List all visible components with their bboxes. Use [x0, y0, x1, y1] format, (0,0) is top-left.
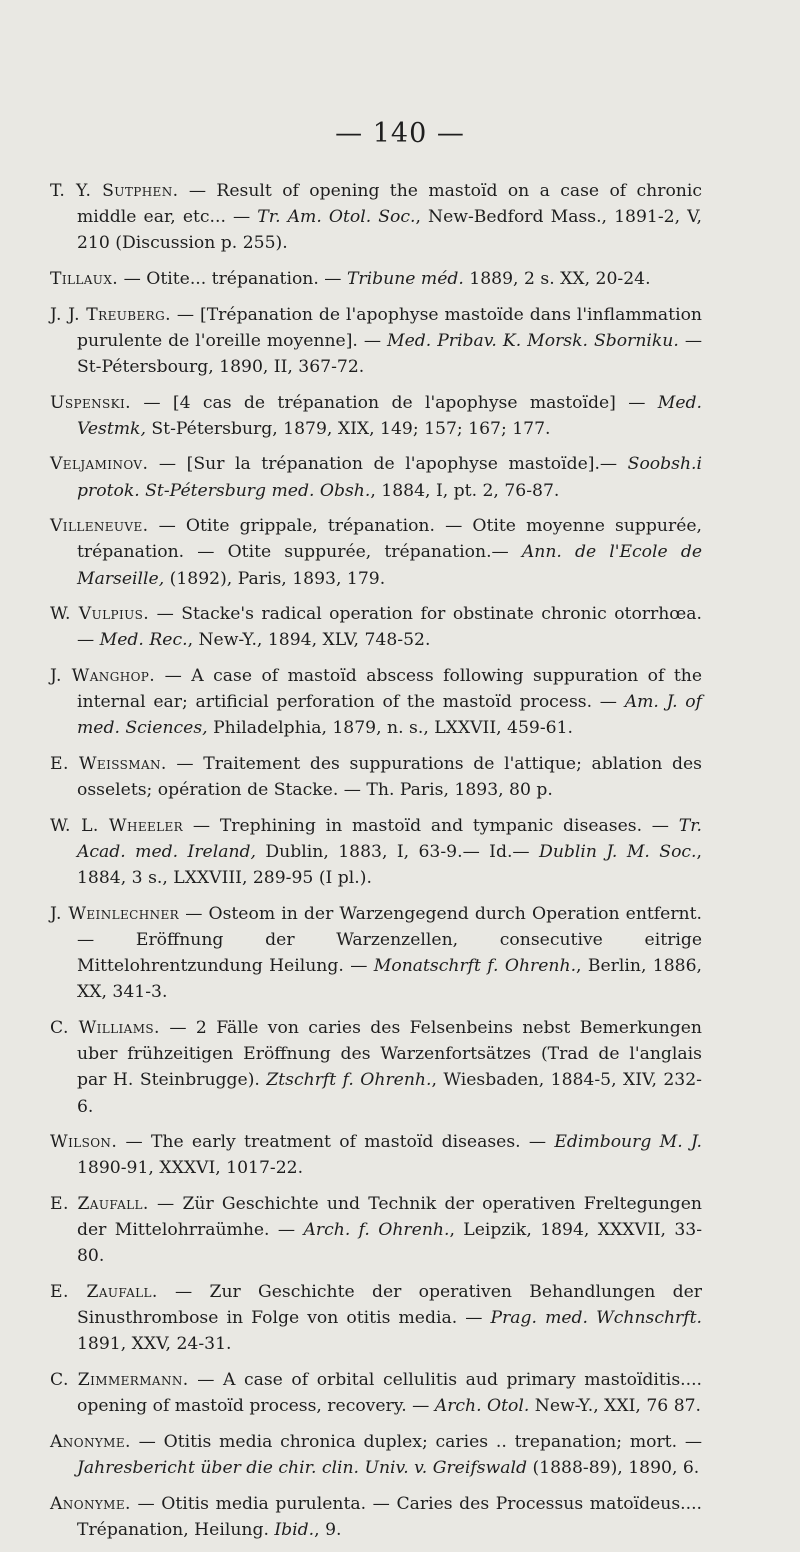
bibliography-entry	[50, 513, 702, 592]
entry-journal: Am. J. of med. Sciences,	[77, 692, 703, 739]
entry-journal: Soobsh.i protok. St-Pétersburg med. Obsh.	[77, 454, 702, 501]
entry-text: — Traitement des suppurations de l'attique; ablation des osselets; opération de Stacke. — Th. Paris, 1893, 80 p.	[77, 753, 702, 801]
entry-text: — [4 cas de trépanation de l'apophyse mastoïde] —	[131, 392, 658, 413]
entry-reference: (1892), Paris, 1893, 179.	[164, 568, 386, 589]
bibliography-entry	[50, 1491, 702, 1543]
entry-author: Veljaminov.	[50, 454, 149, 475]
entry-text: — Otite grippale, trépanation. — Otite moyenne suppurée, trépanation. — Otite suppurée, trépanation.—	[77, 516, 702, 563]
entry-author: W. L. Wheeler	[50, 815, 184, 836]
entry-author: Tillaux.	[50, 269, 119, 289]
bibliography-entry	[50, 751, 702, 803]
bibliography-entry	[50, 1429, 702, 1481]
entry-text: — A case of mastoïd abscess following suppuration of the internal ear; artificial perforation of the mastoïd process. —	[77, 665, 702, 713]
entry-author: C. Williams.	[50, 1017, 160, 1038]
entry-author: C. Zimmermann.	[50, 1369, 189, 1390]
entry-author: Villeneuve.	[50, 516, 149, 537]
entry-author: J. J. Treuberg.	[50, 304, 171, 325]
entry-text: — A case of orbital cellulitis aud primary mastoïditis.... opening of mastoïd process, recovery. —	[77, 1369, 702, 1417]
entry-text: — The early treatment of mastoïd diseases. —	[117, 1132, 555, 1153]
entry-text: — Otitis media purulenta. — Caries des Processus matoïdeus.... Trépanation, Heilung.	[77, 1493, 702, 1540]
bibliography-entry	[50, 1129, 702, 1181]
entry-journal: Ibid.	[274, 1519, 315, 1540]
bibliography-entry	[50, 813, 702, 892]
entry-text: — Trephining in mastoïd and tympanic diseases. —	[183, 815, 679, 836]
page-number: — 140 —	[335, 118, 465, 149]
entry-reference: Philadelphia, 1879, n. s., LXXVII, 459-61.	[207, 718, 574, 739]
entry-reference: (1888-89), 1890, 6.	[526, 1457, 700, 1478]
entry-reference-2: , 1884, 3 s., LXXVIII, 289-95 (I pl.).	[77, 841, 702, 889]
bibliography-entry	[50, 178, 702, 257]
bibliography-entry	[50, 1367, 702, 1419]
entry-text: — [Sur la trépanation de l'apophyse mastoïde].—	[148, 454, 628, 475]
entry-journal: Prag. med. Wchnschrft.	[490, 1308, 702, 1329]
entry-author: T. Y. Sutphen.	[50, 181, 179, 201]
entry-reference: , Leipzik, 1894, XXXVII, 33-80.	[77, 1220, 703, 1267]
entry-text: — Stacke's radical operation for obstinate chronic otorrhœa. —	[77, 604, 703, 651]
entry-journal: Tribune méd.	[346, 269, 464, 289]
entry-reference: 1890-91, XXXVI, 1017-22.	[77, 1158, 304, 1179]
entry-text: — Otite... trépanation. —	[118, 269, 347, 289]
entry-reference: , New-Bedford Mass., 1891-2, V, 210 (Discussion p. 255).	[77, 207, 702, 254]
bibliography-entry	[50, 901, 702, 1006]
entry-reference: , Berlin, 1886, XX, 341-3.	[77, 956, 702, 1003]
entry-journal-2: Dublin J. M. Soc.	[539, 841, 697, 862]
entry-journal: Monatschrft f. Ohrenh.	[373, 956, 577, 977]
bibliography-entry	[50, 663, 702, 742]
bibliography-entry	[50, 1191, 702, 1270]
entry-journal: Med. Rec.	[99, 630, 188, 651]
entry-author: Wilson.	[50, 1132, 118, 1153]
entry-journal: Edimbourg M. J.	[554, 1132, 702, 1153]
entry-journal: Jahresbericht über die chir. clin. Univ. v. Greifswald	[77, 1457, 527, 1478]
entry-author: W. Vulpius.	[50, 604, 150, 625]
bibliography-entry	[50, 266, 702, 292]
entry-author: E. Zaufall.	[50, 1281, 158, 1302]
entry-journal: Tr. Am. Otol. Soc.	[257, 207, 416, 228]
entry-text: — Result of opening the mastoïd on a case of chronic middle ear, etc... —	[77, 181, 702, 228]
bibliography-entry	[50, 302, 702, 381]
bibliography-entry	[50, 451, 702, 503]
entry-author: Anonyme.	[50, 1431, 131, 1452]
bibliography-list	[50, 178, 702, 1552]
entry-reference: , 9.	[314, 1519, 342, 1540]
entry-author: Anonyme.	[50, 1493, 131, 1514]
entry-journal: Ztschrft f. Ohrenh.	[266, 1070, 432, 1091]
entry-author: E. Weissman.	[50, 753, 167, 774]
entry-reference: , New-Y., 1894, XLV, 748-52.	[187, 630, 431, 651]
entry-text: — Osteom in der Warzengegend durch Operation entfernt. — Eröffnung der Warzenzellen, consecutive eitrige Mittelohrentzundung Heilung. —	[77, 903, 702, 977]
entry-journal: Arch. Otol.	[434, 1396, 530, 1417]
entry-reference: St-Pétersburg, 1879, XIX, 149; 157; 167; 177.	[145, 418, 551, 439]
entry-author: J. Weinlechner	[50, 903, 180, 924]
entry-author: J. Wanghop.	[50, 665, 156, 686]
entry-reference: 1891, XXV, 24-31.	[77, 1334, 232, 1355]
entry-journal: Med. Vestmk,	[77, 392, 702, 439]
bibliography-entry	[50, 1015, 702, 1120]
entry-text: — Zür Geschichte und Technik der operativen Freltegungen der Mittelohrraümhe. —	[77, 1193, 703, 1241]
bibliography-entry	[50, 390, 702, 442]
entry-reference: Dublin, 1883, I, 63-9.— Id.—	[255, 841, 540, 862]
entry-reference: , 1884, I, pt. 2, 76-87.	[370, 480, 560, 501]
entry-author: E. Zaufall.	[50, 1193, 149, 1214]
entry-reference: , Wiesbaden, 1884-5, XIV, 232-6.	[77, 1070, 702, 1117]
bibliography-entry	[50, 601, 702, 653]
entry-reference: 1889, 2 s. XX, 20-24.	[463, 269, 651, 289]
entry-text: — Otitis media chronica duplex; caries .. trepanation; mort. —	[130, 1431, 702, 1452]
entry-journal: Ann. de l'Ecole de Marseille,	[77, 542, 702, 589]
entry-reference: New-Y., XXI, 76 87.	[529, 1396, 702, 1417]
entry-text: — [Trépanation de l'apophyse mastoïde dans l'inflammation purulente de l'oreille moyenne]. —	[77, 304, 702, 351]
entry-journal: Arch. f. Ohrenh.	[303, 1220, 450, 1241]
entry-text: — 2 Fälle von caries des Felsenbeins nebst Bemerkungen uber frühzeitigen Eröffnung des Warzenfortsätzes (Trad de l'anglais par H. Steinbrugge).	[77, 1017, 702, 1091]
entry-author: Uspenski.	[50, 392, 132, 413]
entry-reference: — St-Pétersbourg, 1890, II, 367-72.	[77, 330, 703, 377]
entry-text: — Zur Geschichte der operativen Behandlungen der Sinusthrombose in Folge von otitis media. —	[77, 1281, 702, 1329]
entry-journal: Tr. Acad. med. Ireland,	[77, 815, 702, 862]
entry-journal: Med. Pribav. K. Morsk. Sborniku.	[387, 330, 679, 351]
bibliography-entry	[50, 1279, 702, 1358]
